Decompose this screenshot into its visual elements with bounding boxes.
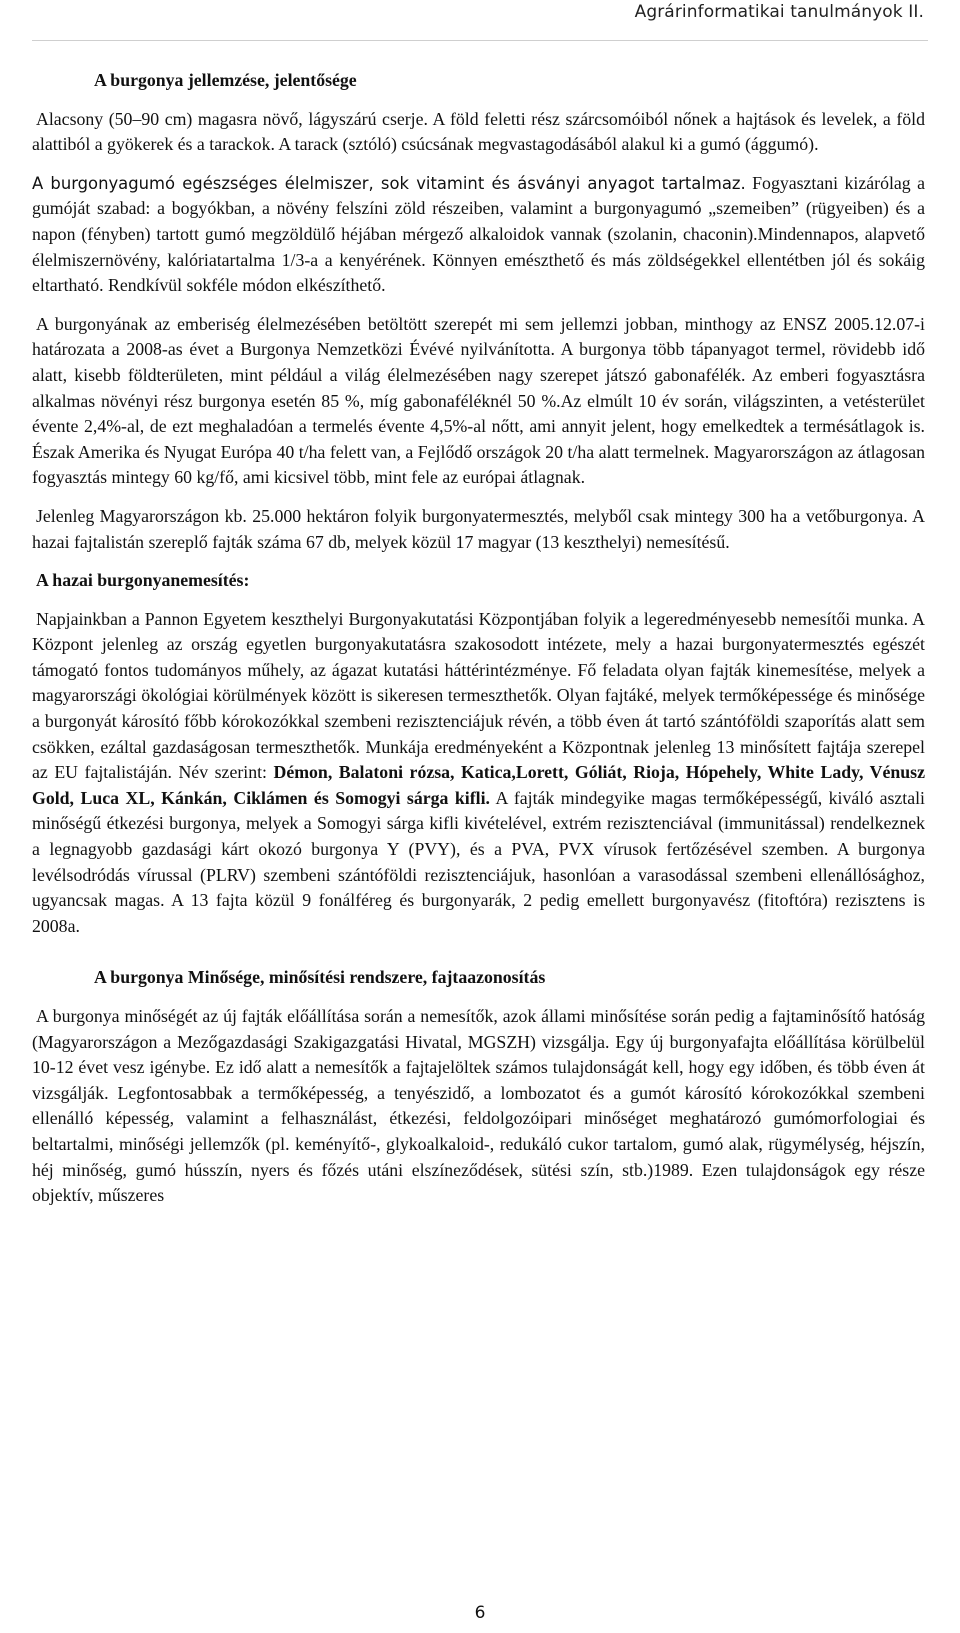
variety-list: Démon, Balatoni rózsa, Katica,Lorett, Góliát, Rioja, Hópehely, White Lady, Vénusz Gold, Luca XL, Kánkán, Ciklámen és Somogyi sárga kifli. bbox=[32, 762, 925, 808]
paragraph-breeding-rest: A fajták mindegyike magas termőképességű, kiváló asztali minőségű étkezési burgonya, melyek a Somogyi sárga kifli kivételével, extrém rezisztenciával (immunitással) rendelkeznek a legnagyobb gazdasági kárt okozó burgonya Y (PVY), és a PVA, PVX vírusok fertőzésével szemben. A burgonya levélsodródás vírussal (PLRV) szembeni szántóföldi rezisztenciájuk, hasonlóan a varasodással szembeni ellenállósághoz, ugyancsak magas. A 13 fajta közül 9 fonálféreg és burgonyarák, 2 pedig emellett burgonyavész (fitoftóra) rezisztens is 2008a. bbox=[32, 787, 925, 936]
document-body bbox=[32, 68, 925, 1222]
paragraph-breeding bbox=[32, 607, 925, 940]
page-number: 6 bbox=[474, 1603, 486, 1623]
paragraph-importance: A burgonyának az emberiség élelmezésében betöltött szerepét mi sem jellemzi jobban, minthogy az ENSZ 2005.12.07-i határozata a 2008-as évet a Burgonya Nemzetközi Évévé nyilvánította. A burgonya több tápanyagot termel, rövidebb idő alatt, kisebb földterületen, mint például a világ élelmezésében nagy szerepet játszó gabonafélék. Az emberi fogyasztásra alkalmas növényi rész burgonya esetén 85 %, míg gabonaféléknél 50 %.Az elmúlt 10 év során, világszinten, a vetésterület évente 2,4%-al, de ezt meghaladóan a termelés évente 4,5%-al nőtt, ami annyit jelent, hogy emelkedtek a termésátlagok is. Észak Amerika és Nyugat Európa 40 t/ha felett van, a Fejlődő országok 20 t/ha alatt termelnek. Magyarországon az átlagosan fogyasztás mintegy 60 kg/fő, ami kicsivel több, mint fele az európai átlagnak. bbox=[32, 313, 925, 488]
paragraph-nutrition-rest: Fogyasztani kizárólag a gumóját szabad: a bogyókban, a növény felszíni zöld részeiben, valamint a burgonyagumó „szemeiben” (rügyeiben) és a napon (fényben) tartott gumó megzöldülő héjában mérgező alkaloidok vannak (szolanin, chaconin).Mindennapos, alapvető élelmiszernövény, kalóriatartalma 1/3-a a kenyérének. Könnyen emészthető és más zöldségekkel ellentétben jól és sokáig eltartható. Rendkívül sokféle módon elkészíthető. bbox=[32, 172, 926, 296]
paragraph-description: Alacsony (50–90 cm) magasra növő, lágyszárú cserje. A föld feletti rész szárcsomóiból nőnek a hajtások és levelek, a föld alattiból a gyökerek és a tarackok. A tarack (sztóló) csúcsának megvastagodásából alakul ki a gumó (ággumó). bbox=[32, 108, 925, 155]
paragraph-nutrition-lead: A burgonyagumó egészséges élelmiszer, sok vitamint és ásványi anyagot tartalmaz. bbox=[32, 173, 746, 193]
section-heading-breeding: A hazai burgonyanemesítés: bbox=[36, 570, 250, 591]
running-header: Agrárinformatikai tanulmányok II. bbox=[634, 2, 924, 22]
paragraph-quality: A burgonya minőségét az új fajták előállítása során a nemesítők, azok állami minősítése során pedig a fajtaminősítő hatóság (Magyarországon a Mezőgazdasági Szakigazgatási Hivatal, MGSZH) vizsgálja. Egy új burgonyafajta előállítása körülbelül 10-12 évet vesz igénybe. Ez idő alatt a nemesítők a fajtajelöltek számos tulajdonságát kell, hogy egy időben, és több éven át vizsgálják. Legfontosabbak a termőképesség, a tenyészidő, a lombozatot és a gumót károsító kórokozókkal szembeni ellenálló képesség, valamint a felhasználást, étkezési, feldolgozóipari minőséget meghatározó gumómorfologiai és beltartalmi, minőségi jellemzők (pl. keményítő-, glykoalkaloid-, redukáló cukor tartalom, gumó alak, rügymélység, héjszín, héj minőség, gumó hússzín, nyers és főzés utáni elszíneződések, sütési szín, stb.)1989. Ezen tulajdonságok egy része objektív, műszeres bbox=[32, 1006, 925, 1206]
paragraph-hungary-stats: Jelenleg Magyarországon kb. 25.000 hektáron folyik burgonyatermesztés, melyből csak mintegy 300 ha a vetőburgonya. A hazai fajtalistán szereplő fajták száma 67 db, melyek közül 17 magyar (13 keszthelyi) nemesítésű. bbox=[32, 505, 925, 552]
paragraph-breeding-intro: Napjainkban a Pannon Egyetem keszthelyi Burgonyakutatási Központjában folyik a legeredményesebb nemesítői munka. A Központ jelenleg az ország egyetlen burgonyakutatásra szakosodott intézete, mely a hazai burgonyatermesztés egészét támogató fontos tudományos műhely, az ágazat kutatási háttérintézménye. Fő feladata olyan fajták kinemesítése, melyek a magyarországi ökológiai körülmények között is sikeresen termeszthetők. Olyan fajtáké, melyek termőképessége és minősége a burgonyát károsító főbb kórokozókkal szembeni rezisztenciájuk révén, a több éven át tartó szántóföldi szaporítás alatt sem csökken, ezáltal gazdaságosan termeszthetők. Munkája eredményeként a Központnak jelenleg 13 minősített fajtája szerepel az EU fajtalistáján. Név szerint: bbox=[32, 608, 925, 783]
section-heading-quality: A burgonya Minősége, minősítési rendszere, fajtaazonosítás bbox=[94, 967, 546, 988]
header-divider bbox=[32, 40, 928, 41]
section-heading-characteristics: A burgonya jellemzése, jelentősége bbox=[94, 70, 357, 90]
paragraph-nutrition bbox=[32, 171, 925, 299]
